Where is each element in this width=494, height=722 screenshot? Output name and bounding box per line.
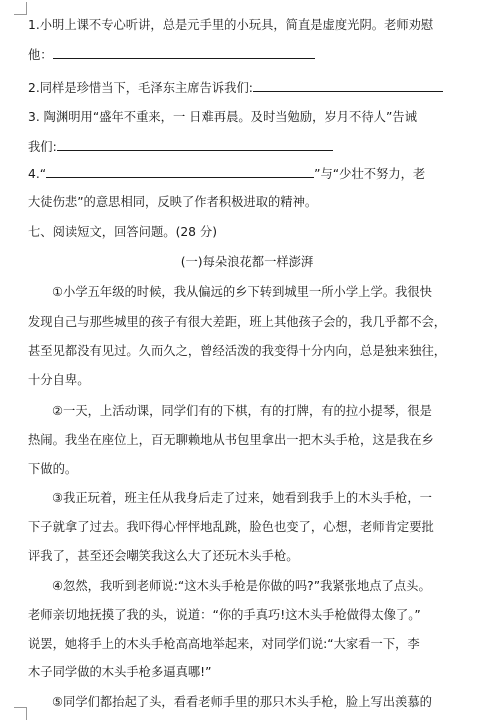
paragraph-line: [28, 460, 480, 478]
paragraph-text: 木子同学做的木头手枪多逼真哪!”: [28, 665, 212, 679]
question-2-line: [28, 79, 480, 97]
question-1-prefix: 他：: [28, 48, 53, 62]
paragraph-text: ③我正玩着，班主任从我身后走了过来，她看到我手上的木头手枪，一: [52, 491, 432, 505]
section-heading: [28, 223, 480, 241]
question-1-line-1: [28, 16, 480, 34]
paragraph-text: ①小学五年级的时候，我从偏远的乡下转到城里一所小学上学。我很快: [52, 285, 432, 299]
paragraph-line: [28, 547, 480, 565]
answer-blank-3[interactable]: [57, 140, 333, 151]
passage-title: [0, 253, 494, 271]
question-4-line-2: [28, 193, 480, 211]
question-3-line-1: [28, 108, 480, 126]
paragraph-line: [28, 518, 480, 536]
page-corner-mark-top: [14, 2, 27, 15]
paragraph-text: 老师亲切地抚摸了我的头，说道：“你的手真巧!这木头手枪做得太像了。”: [28, 608, 421, 622]
paragraph-line: [28, 342, 480, 360]
paragraph-text: 热闹。我坐在座位上，百无聊赖地从书包里拿出一把木头手枪，这是我在乡: [28, 433, 434, 447]
question-3-prefix: 我们:: [28, 140, 57, 154]
paragraph-text: 下子就拿了过去。我吓得心怦怦地乱跳，脸色也变了，心想，老师肯定要批: [28, 520, 434, 534]
paragraph-line: [28, 313, 480, 331]
question-3-text: 3. 陶渊明用“盛年不重来，一 日难再晨。及时当勉励，岁月不待人”告诫: [28, 110, 417, 124]
page-corner-mark-bottom: [14, 707, 27, 720]
paragraph-line: [28, 606, 480, 624]
answer-blank-1[interactable]: [53, 48, 315, 59]
question-1-line-2: [28, 46, 480, 64]
paragraph-line: [28, 431, 480, 449]
paragraph-text: ②一天，上活动课，同学们有的下棋，有的打牌，有的拉小提琴，很是: [52, 404, 432, 418]
question-3-line-2: [28, 138, 480, 156]
question-4-prefix: 4.“: [28, 167, 47, 181]
paragraph-line: [28, 693, 480, 711]
paragraph-line: [28, 283, 480, 301]
paragraph-line: [28, 577, 480, 595]
paragraph-line: [28, 489, 480, 507]
paragraph-line: [28, 635, 480, 653]
paragraph-text: 下做的。: [28, 462, 78, 476]
paragraph-text: 说罢，她将手上的木头手枪高高地举起来，对同学们说:“大家看一下，李: [28, 637, 420, 651]
paragraph-text: ④忽然，我听到老师说:“这木头手枪是你做的吗?”我紧张地点了点头。: [52, 579, 431, 593]
paragraph-text: 评我了，甚至还会嘲笑我这么大了还玩木头手枪。: [28, 549, 299, 563]
paragraph-line: [28, 371, 480, 389]
question-4-text-2: 大徒伤悲”的意思相同，反映了作者积极进取的精神。: [28, 195, 318, 209]
passage-title-text: (一)每朵浪花都一样澎湃: [180, 255, 314, 269]
paragraph-text: 甚至见都没有见过。久而久之，曾经活泼的我变得十分内向，总是独来独往，: [28, 344, 447, 358]
question-2-text: 2.同样是珍惜当下，毛泽东主席告诉我们:: [28, 81, 253, 95]
question-4-suffix: ”与“少壮不努力，老: [314, 167, 426, 181]
paragraph-text: ⑤同学们都抬起了头，看看老师手里的那只木头手枪，脸上写出羡慕的: [52, 695, 432, 709]
paragraph-line: [28, 402, 480, 420]
question-4-line-1: [28, 165, 480, 183]
paragraph-text: 发现自己与那些城里的孩子有很大差距，班上其他孩子会的，我几乎都不会，: [28, 315, 447, 329]
question-1-text: 1.小明上课不专心听讲，总是元手里的小玩具，简直是虚度光阴。老师劝慰: [28, 18, 434, 32]
answer-blank-2[interactable]: [253, 81, 443, 92]
section-heading-text: 七、阅读短文，回答问题。(28 分): [28, 225, 218, 239]
paragraph-text: 十分自卑。: [28, 373, 90, 387]
paragraph-line: [28, 663, 480, 681]
answer-blank-4[interactable]: [46, 167, 314, 178]
